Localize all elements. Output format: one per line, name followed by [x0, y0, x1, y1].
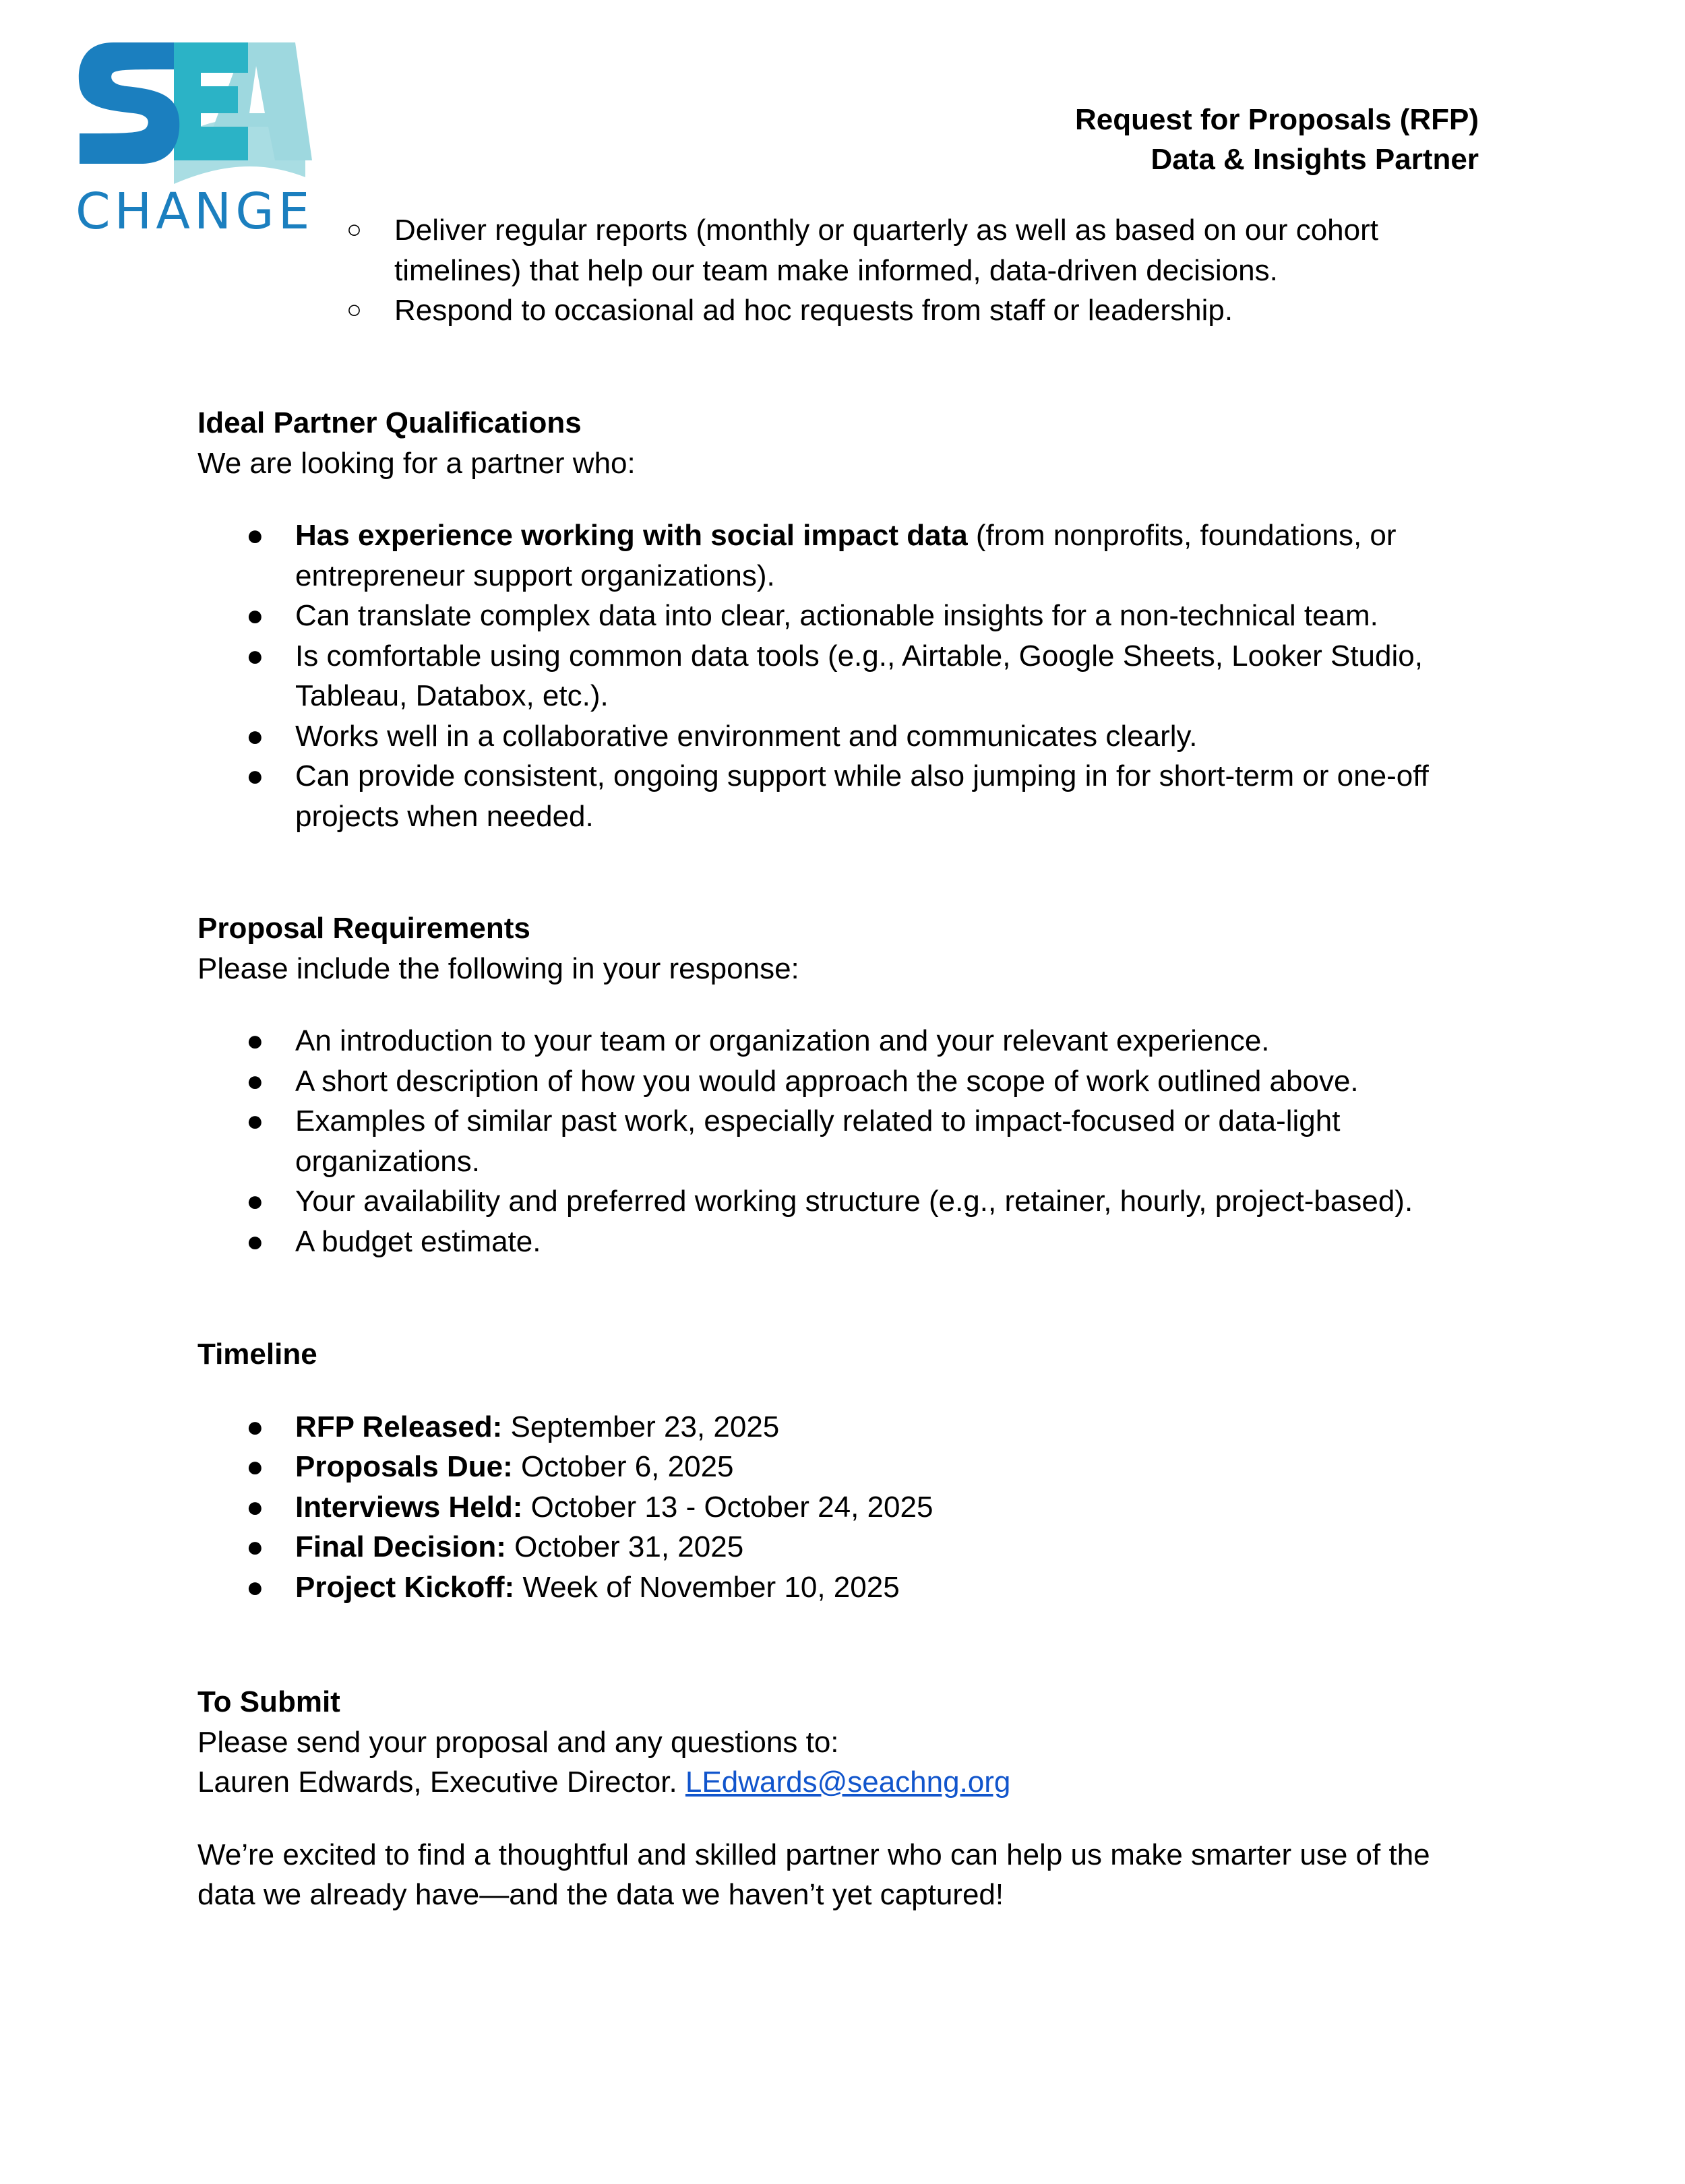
list-item: ● Interviews Held: October 13 - October 24, 2025: [197, 1487, 1485, 1528]
section-title: To Submit: [197, 1685, 340, 1718]
list-item: ● Final Decision: October 31, 2025: [197, 1527, 1485, 1567]
section-title: Ideal Partner Qualifications: [197, 406, 582, 439]
list-item: ○ Respond to occasional ad hoc requests from staff or leadership.: [197, 290, 1485, 331]
logo-wordmark: CHANGE: [75, 183, 314, 241]
email-link[interactable]: LEdwards@seachng.org: [685, 1766, 1011, 1799]
header-line-2: Data & Insights Partner: [1151, 143, 1479, 176]
document-header: [1075, 100, 1479, 179]
closing-paragraph: We’re excited to find a thoughtful and skilled partner who can help us make smarter use of the data we already have—and the data we haven’t yet captured!: [197, 1838, 1430, 1911]
qualifications-list: [197, 516, 1485, 836]
bullet-icon: ●: [246, 759, 264, 792]
list-item: ● Project Kickoff: Week of November 10, 2025: [197, 1567, 1485, 1608]
bullet-icon: ●: [246, 1570, 264, 1604]
list-item: ● RFP Released: September 23, 2025: [197, 1407, 1485, 1447]
contact-line: [197, 1762, 1485, 1803]
contact-name: Lauren Edwards, Executive Director.: [197, 1766, 685, 1799]
list-item: ● Your availability and preferred working structure (e.g., retainer, hourly, project-based).: [197, 1181, 1485, 1222]
bullet-icon: ●: [246, 1490, 264, 1524]
list-item: ● Can provide consistent, ongoing support while also jumping in for short-term or one-off projects when needed.: [197, 756, 1485, 836]
bullet-icon: ●: [246, 1185, 264, 1218]
section-intro: Please include the following in your response:: [197, 951, 799, 985]
circle-bullet-icon: ○: [346, 216, 362, 244]
list-item: ● Proposals Due: October 6, 2025: [197, 1447, 1485, 1487]
requirements-list: [197, 1021, 1485, 1261]
submit-instructions: Please send your proposal and any questions to:: [197, 1725, 839, 1759]
scope-sublist: [197, 210, 1485, 331]
section-intro: We are looking for a partner who:: [197, 446, 636, 480]
bullet-icon: ●: [246, 1104, 264, 1137]
list-item: ● Works well in a collaborative environment and communicates clearly.: [197, 716, 1485, 757]
qualifications-section: [197, 403, 1485, 836]
requirements-section: [197, 908, 1485, 1261]
bullet-icon: ●: [246, 1530, 264, 1563]
header-line-1: Request for Proposals (RFP): [1075, 103, 1479, 136]
list-item: ● A short description of how you would approach the scope of work outlined above.: [197, 1061, 1485, 1102]
bullet-icon: ●: [246, 599, 264, 632]
list-item: ● Can translate complex data into clear, actionable insights for a non-technical team.: [197, 596, 1485, 636]
list-item: ● Has experience working with social impact data (from nonprofits, foundations, or entrepreneur support organizations).: [197, 516, 1485, 596]
bullet-icon: ●: [246, 719, 264, 753]
submit-section: [197, 1682, 1485, 1915]
timeline-section: [197, 1334, 1485, 1607]
bullet-icon: ●: [246, 1064, 264, 1098]
list-item: ● Is comfortable using common data tools (e.g., Airtable, Google Sheets, Looker Studio, Tableau, Databox, etc.).: [197, 636, 1485, 716]
bullet-icon: ●: [246, 1450, 264, 1483]
bullet-icon: ●: [246, 1410, 264, 1443]
list-item: ● An introduction to your team or organization and your relevant experience.: [197, 1021, 1485, 1061]
bullet-icon: ●: [246, 1224, 264, 1258]
section-title: Timeline: [197, 1338, 317, 1371]
list-item: ● A budget estimate.: [197, 1222, 1485, 1262]
bullet-icon: ●: [246, 519, 264, 552]
bullet-icon: ●: [246, 639, 264, 673]
bullet-icon: ●: [246, 1024, 264, 1057]
list-item: ○ Deliver regular reports (monthly or quarterly as well as based on our cohort timelines) that help our team make informed, data-driven decisions.: [197, 210, 1485, 290]
timeline-list: [197, 1407, 1485, 1608]
list-item: ● Examples of similar past work, especially related to impact-focused or data-light organizations.: [197, 1101, 1485, 1181]
section-title: Proposal Requirements: [197, 912, 530, 945]
circle-bullet-icon: ○: [346, 296, 362, 324]
